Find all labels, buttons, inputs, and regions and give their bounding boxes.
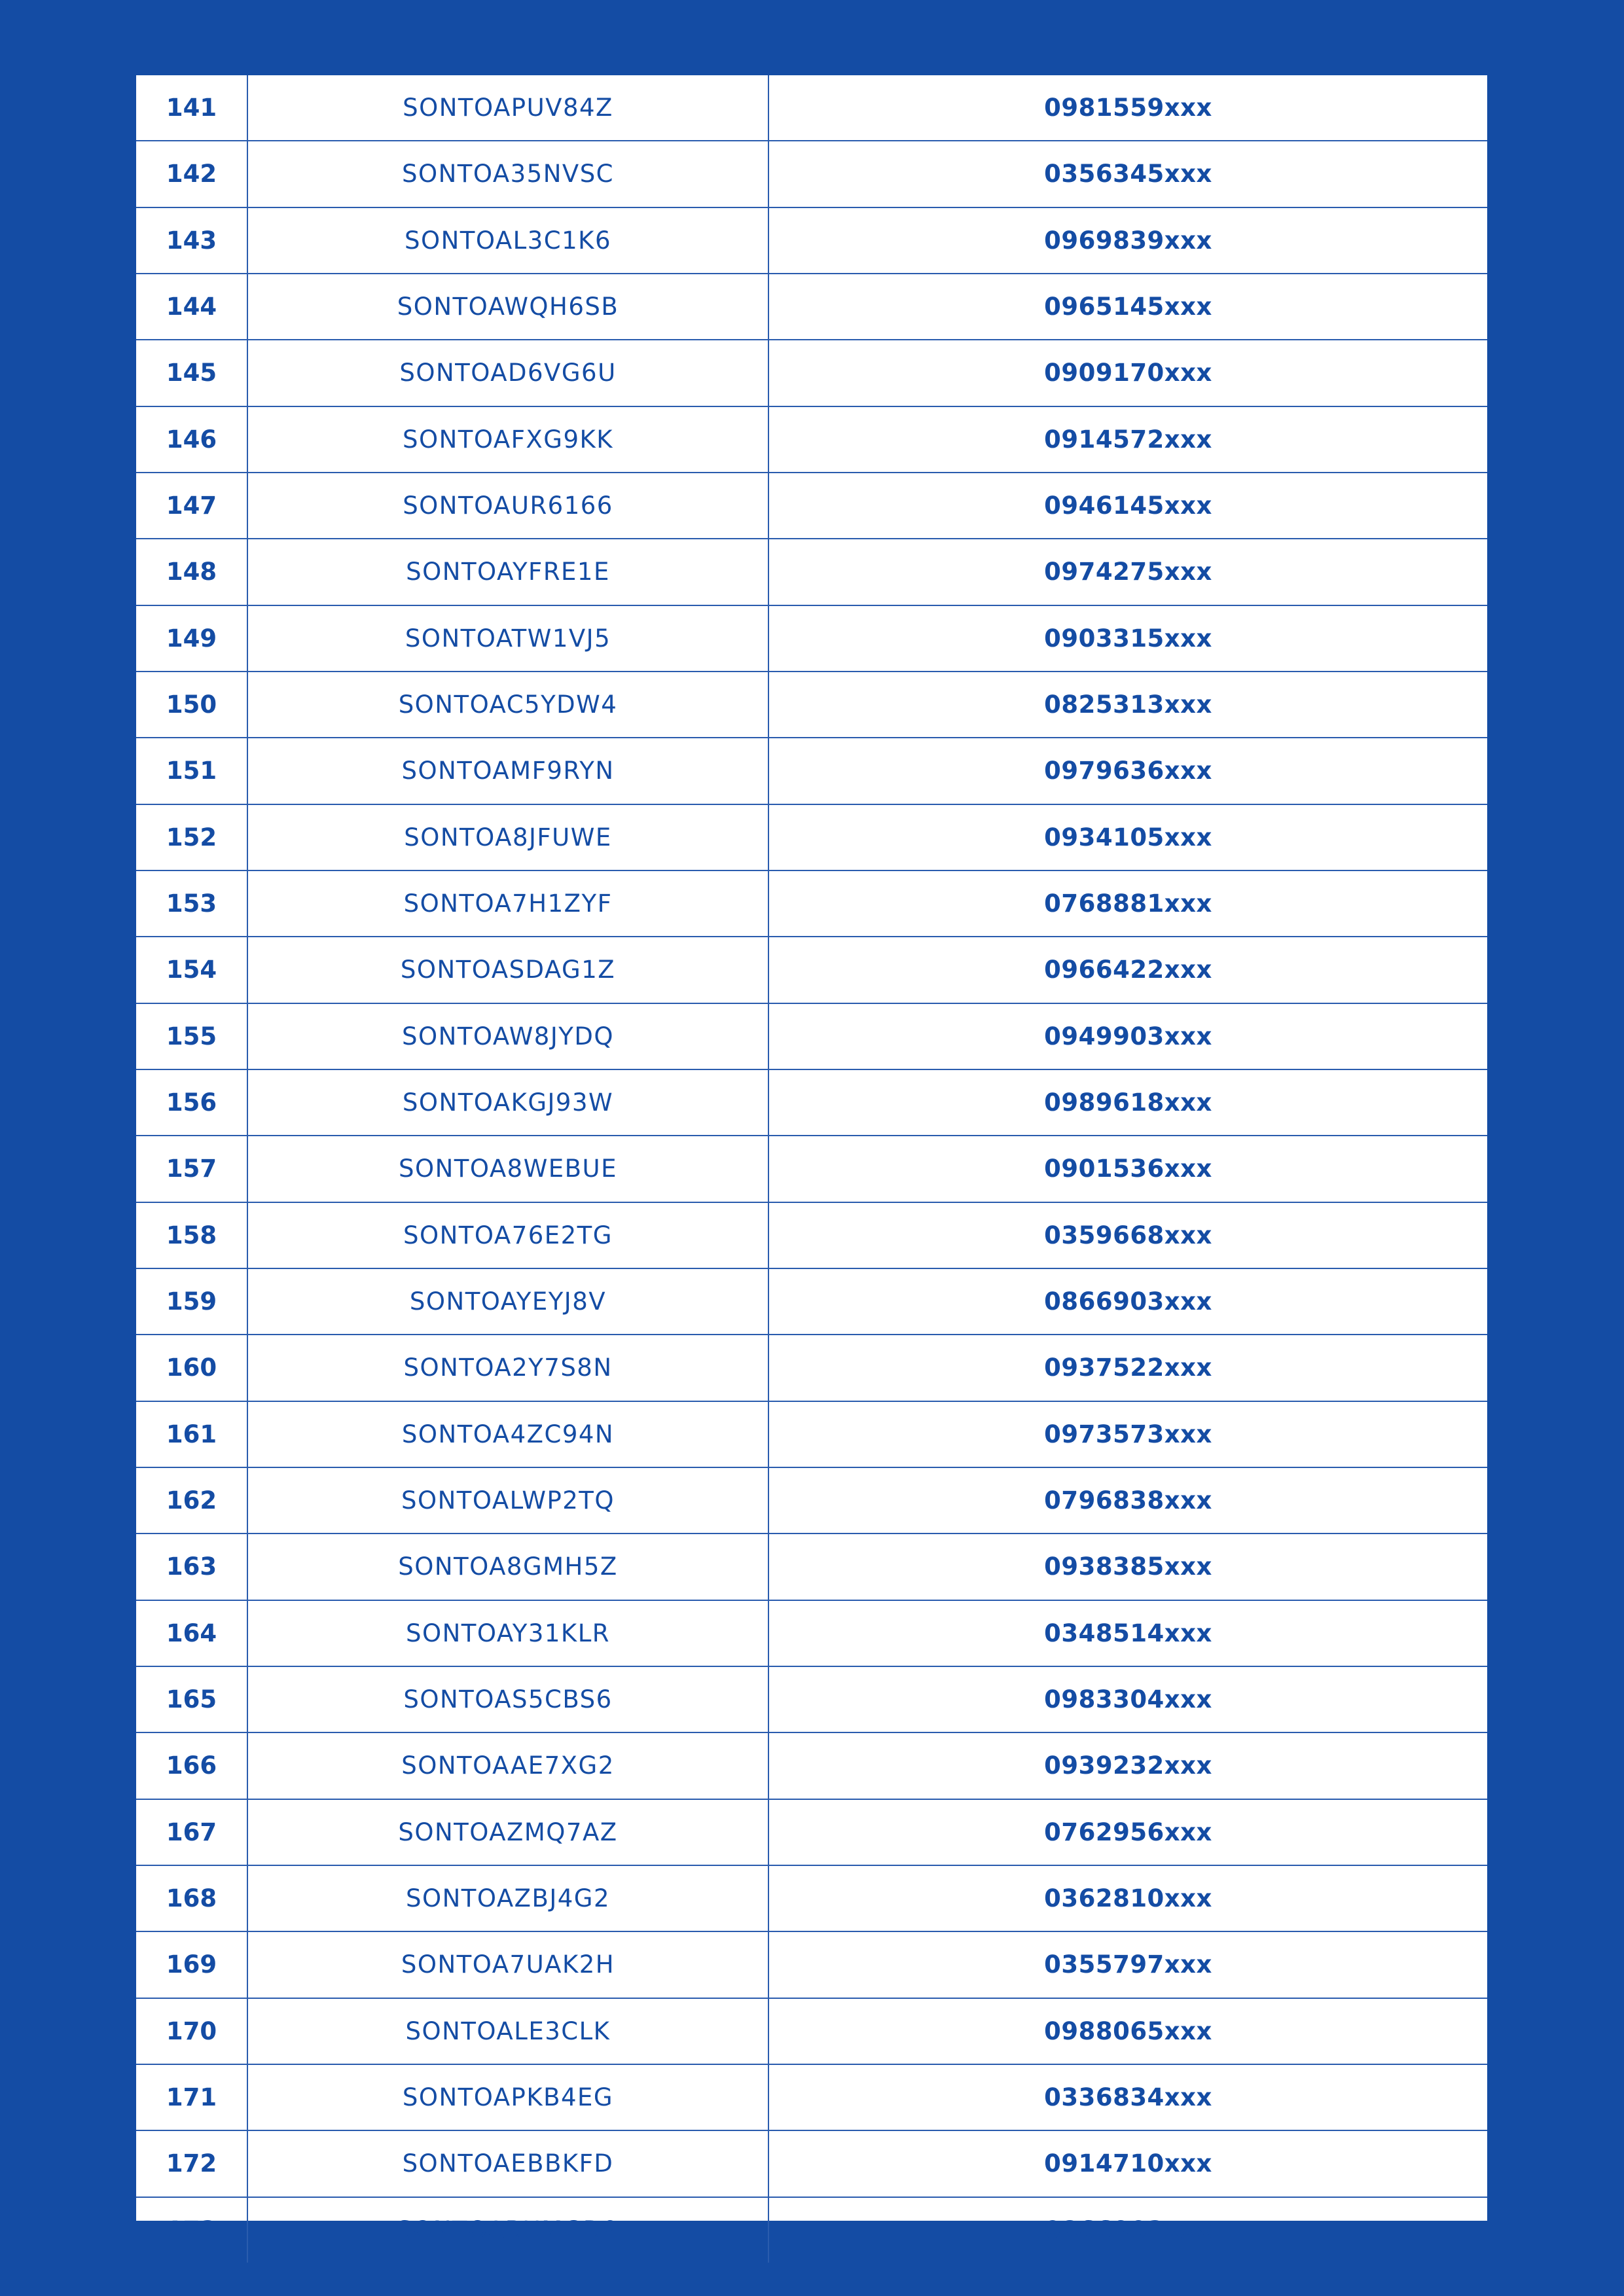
code-cell: SONTOA7H1ZYF <box>247 870 768 937</box>
phone-cell: 0903315xxx <box>768 605 1487 672</box>
phone-cell: 0983304xxx <box>768 1666 1487 1732</box>
phone-cell: 0348514xxx <box>768 1600 1487 1666</box>
code-cell: SONTOAW8JYDQ <box>247 1003 768 1069</box>
row-number-cell: 164 <box>136 1600 247 1666</box>
phone-cell: 0966422xxx <box>768 937 1487 1003</box>
table-row <box>136 2197 1487 2263</box>
phone-cell: 0909170xxx <box>768 340 1487 406</box>
row-number-cell: 154 <box>136 937 247 1003</box>
table-row <box>136 1467 1487 1534</box>
row-number-cell: 150 <box>136 672 247 738</box>
row-number-cell: 172 <box>136 2130 247 2197</box>
row-number-cell: 160 <box>136 1335 247 1401</box>
phone-cell: 0969839xxx <box>768 207 1487 274</box>
phone-cell: 0362810xxx <box>768 1865 1487 1931</box>
table-row <box>136 1600 1487 1666</box>
table-row <box>136 1931 1487 1998</box>
code-cell: SONTOAEBBKFD <box>247 2130 768 2197</box>
table-body <box>136 75 1487 2263</box>
document-sheet <box>136 75 1487 2244</box>
code-cell: SONTOAMF9RYN <box>247 738 768 804</box>
row-number-cell: 173 <box>136 2197 247 2263</box>
phone-cell: 0901536xxx <box>768 1136 1487 1202</box>
code-cell: SONTOA76E2TG <box>247 1202 768 1268</box>
code-cell: SONTOAWQH6SB <box>247 274 768 340</box>
phone-cell: 0973573xxx <box>768 1401 1487 1467</box>
table-row <box>136 1136 1487 1202</box>
table-row <box>136 1069 1487 1136</box>
table-row <box>136 870 1487 937</box>
phone-cell: 0914710xxx <box>768 2130 1487 2197</box>
row-number-cell: 144 <box>136 274 247 340</box>
row-number-cell: 167 <box>136 1799 247 1865</box>
row-number-cell: 152 <box>136 804 247 870</box>
row-number-cell: 146 <box>136 406 247 473</box>
code-cell: SONTOA8JFUWE <box>247 804 768 870</box>
row-number-cell: 155 <box>136 1003 247 1069</box>
row-number-cell: 169 <box>136 1931 247 1998</box>
row-number-cell: 145 <box>136 340 247 406</box>
row-number-cell: 141 <box>136 75 247 141</box>
phone-cell: 0768881xxx <box>768 870 1487 937</box>
code-cell: SONTOAAE7XG2 <box>247 1732 768 1799</box>
code-cell: SONTOAPUV84Z <box>247 75 768 141</box>
code-cell: SONTOAUR6166 <box>247 473 768 539</box>
table-row <box>136 2130 1487 2197</box>
code-cell: SONTOAY31KLR <box>247 1600 768 1666</box>
phone-cell: 0989618xxx <box>768 1069 1487 1136</box>
table-row <box>136 539 1487 605</box>
phone-cell: 0355797xxx <box>768 1931 1487 1998</box>
row-number-cell: 171 <box>136 2064 247 2130</box>
code-cell: SONTOA4ZC94N <box>247 1401 768 1467</box>
table-row <box>136 406 1487 473</box>
row-number-cell: 143 <box>136 207 247 274</box>
phone-cell: 0974275xxx <box>768 539 1487 605</box>
code-cell: SONTOA35NVSC <box>247 141 768 207</box>
phone-cell: 0359668xxx <box>768 1202 1487 1268</box>
row-number-cell: 165 <box>136 1666 247 1732</box>
phone-cell: 0965145xxx <box>768 274 1487 340</box>
code-cell: SONTOAPKB4EG <box>247 2064 768 2130</box>
phone-cell: 0939232xxx <box>768 1732 1487 1799</box>
phone-cell: 0949903xxx <box>768 1003 1487 1069</box>
row-number-cell: 149 <box>136 605 247 672</box>
phone-cell: 0336834xxx <box>768 2064 1487 2130</box>
code-cell: SONTOAFXG9KK <box>247 406 768 473</box>
winners-table <box>136 75 1487 2263</box>
phone-cell: 0914572xxx <box>768 406 1487 473</box>
table-row <box>136 804 1487 870</box>
phone-cell: 0938385xxx <box>768 1534 1487 1600</box>
phone-cell: 0981559xxx <box>768 75 1487 141</box>
table-row <box>136 1202 1487 1268</box>
code-cell: SONTOAZMQ7AZ <box>247 1799 768 1865</box>
code-cell: SONTOAKGJ93W <box>247 1069 768 1136</box>
phone-cell: 0796838xxx <box>768 1467 1487 1534</box>
code-cell: SONTOAL3C1K6 <box>247 207 768 274</box>
row-number-cell: 153 <box>136 870 247 937</box>
table-row <box>136 1998 1487 2064</box>
row-number-cell: 148 <box>136 539 247 605</box>
code-cell: SONTOAC5YDW4 <box>247 672 768 738</box>
phone-cell: 0937522xxx <box>768 1335 1487 1401</box>
phone-cell: 0825313xxx <box>768 672 1487 738</box>
table-row <box>136 672 1487 738</box>
row-number-cell: 162 <box>136 1467 247 1534</box>
code-cell: SONTOALWP2TQ <box>247 1467 768 1534</box>
row-number-cell: 156 <box>136 1069 247 1136</box>
phone-cell: 0866903xxx <box>768 1268 1487 1335</box>
row-number-cell: 151 <box>136 738 247 804</box>
code-cell: SONTOAYEYJ8V <box>247 1268 768 1335</box>
phone-cell: 0762956xxx <box>768 1799 1487 1865</box>
row-number-cell: 170 <box>136 1998 247 2064</box>
code-cell: SONTOAD6VG6U <box>247 340 768 406</box>
table-row <box>136 1268 1487 1335</box>
code-cell: SONTOA7UAK2H <box>247 1931 768 1998</box>
code-cell: SONTOAYFRE1E <box>247 539 768 605</box>
table-row <box>136 75 1487 141</box>
table-row <box>136 274 1487 340</box>
table-row <box>136 1534 1487 1600</box>
phone-cell: 0988065xxx <box>768 1998 1487 2064</box>
code-cell: SONTOALE3CLK <box>247 1998 768 2064</box>
phone-cell: 0946145xxx <box>768 473 1487 539</box>
code-cell: SONTOATW1VJ5 <box>247 605 768 672</box>
row-number-cell: 147 <box>136 473 247 539</box>
table-row <box>136 473 1487 539</box>
code-cell: SONTOAZBJ4G2 <box>247 1865 768 1931</box>
row-number-cell: 158 <box>136 1202 247 1268</box>
table-row <box>136 1865 1487 1931</box>
table-row <box>136 2064 1487 2130</box>
table-row <box>136 340 1487 406</box>
table-row <box>136 141 1487 207</box>
phone-cell: 0356345xxx <box>768 141 1487 207</box>
table-row <box>136 207 1487 274</box>
table-row <box>136 937 1487 1003</box>
row-number-cell: 157 <box>136 1136 247 1202</box>
phone-cell: 0866903xxx <box>768 2197 1487 2263</box>
table-row <box>136 1666 1487 1732</box>
phone-cell: 0934105xxx <box>768 804 1487 870</box>
row-number-cell: 168 <box>136 1865 247 1931</box>
table-row <box>136 1401 1487 1467</box>
table-row <box>136 738 1487 804</box>
table-row <box>136 1799 1487 1865</box>
table-row <box>136 605 1487 672</box>
row-number-cell: 142 <box>136 141 247 207</box>
code-cell: SONTOAS5CBS6 <box>247 1666 768 1732</box>
row-number-cell: 161 <box>136 1401 247 1467</box>
code-cell: SONTOA2Y7S8N <box>247 1335 768 1401</box>
table-row <box>136 1732 1487 1799</box>
table-row <box>136 1003 1487 1069</box>
code-cell: SONTOA8WEBUE <box>247 1136 768 1202</box>
table-row <box>136 1335 1487 1401</box>
code-cell: SONTOASDAG1Z <box>247 937 768 1003</box>
phone-cell: 0979636xxx <box>768 738 1487 804</box>
code-cell: SONTOA8GMH5Z <box>247 1534 768 1600</box>
row-number-cell: 163 <box>136 1534 247 1600</box>
row-number-cell: 159 <box>136 1268 247 1335</box>
row-number-cell: 166 <box>136 1732 247 1799</box>
code-cell: SONTOABUMGD9 <box>247 2197 768 2263</box>
